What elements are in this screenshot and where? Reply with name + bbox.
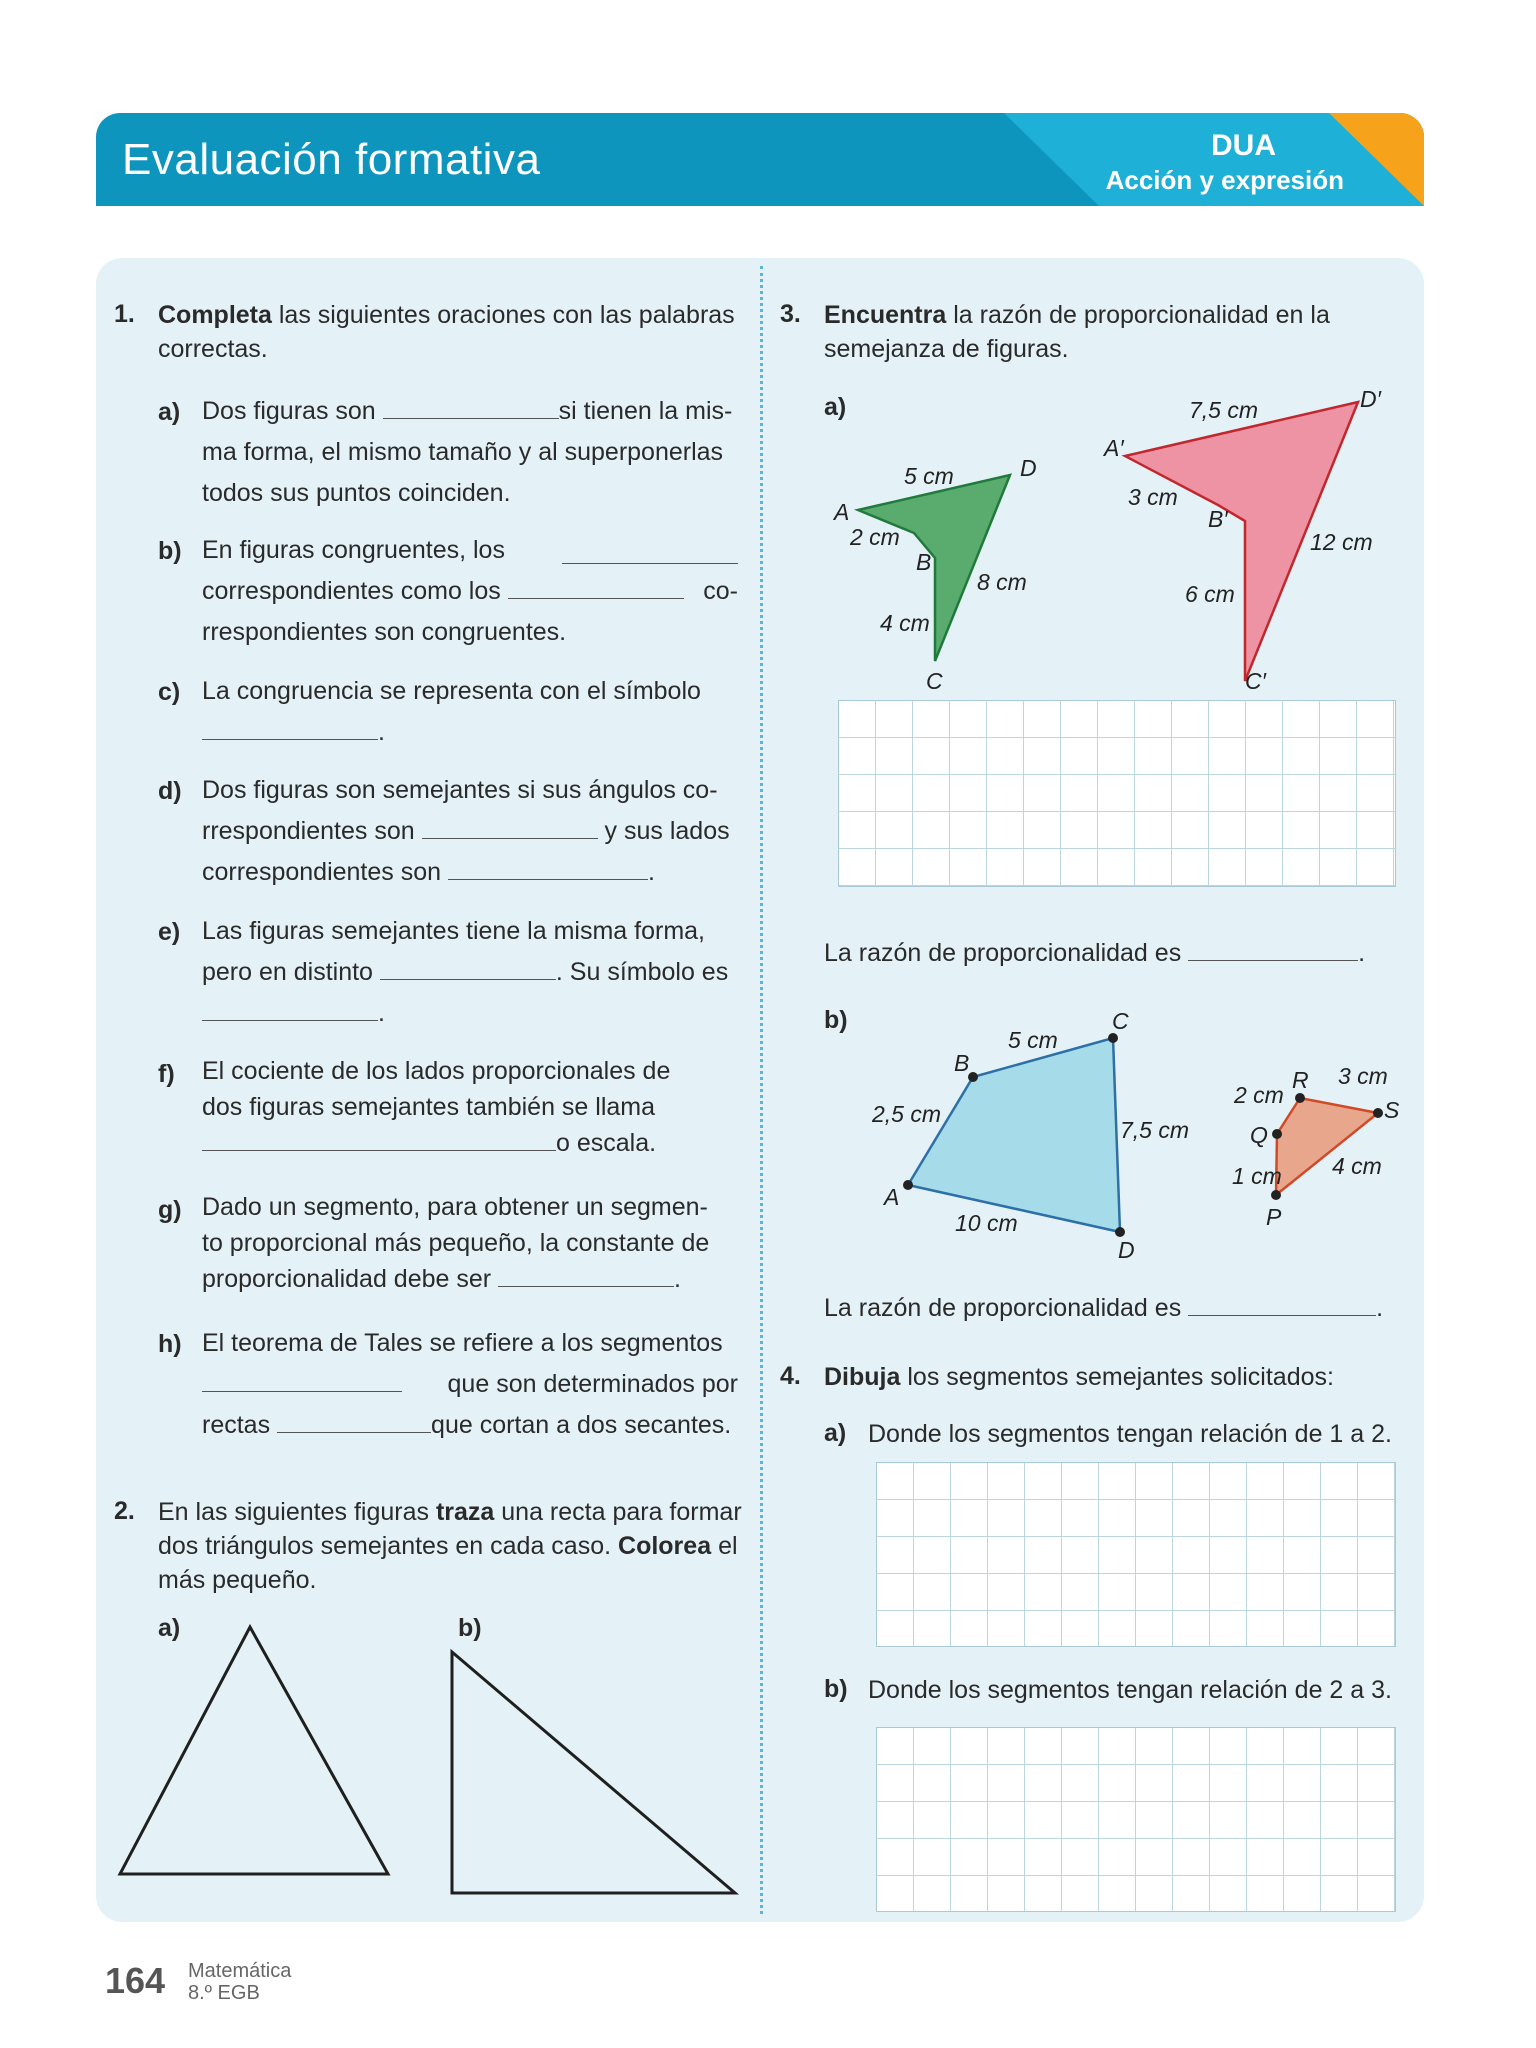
q3-number: 3. <box>780 300 801 328</box>
q4-statement: Dibuja los segmentos semejantes solicitados: <box>824 1363 1334 1391</box>
q3-statement: Encuentra la razón de proporcionalidad en la semejanza de figuras. <box>824 301 1330 363</box>
q1g-text: Dado un segmento, para obtener un segmen- to proporcional más pequeño, la constante de proporcionalidad debe ser . <box>202 1193 710 1293</box>
side-label: 12 cm <box>1310 529 1373 555</box>
vertex-label: R <box>1292 1067 1309 1093</box>
q1c-text: La congruencia se representa con el símbolo . <box>202 677 701 746</box>
q1a-label: a) <box>158 398 181 426</box>
answer-blank[interactable] <box>383 393 559 419</box>
vertex-label: D <box>1118 1237 1135 1263</box>
side-label: 3 cm <box>1338 1063 1388 1089</box>
q1-text: las siguientes oraciones con las palabras correctas. <box>158 301 735 363</box>
answer-blank[interactable] <box>277 1407 431 1433</box>
answer-blank[interactable] <box>1188 1290 1376 1316</box>
answer-blank[interactable] <box>508 573 684 599</box>
q2-triangle-a[interactable] <box>110 1615 400 1887</box>
q4-number: 4. <box>780 1362 801 1390</box>
q1e-text: Las figuras semejantes tiene la misma forma, pero en distinto . Su símbolo es . <box>202 917 729 1027</box>
side-label: 2 cm <box>850 524 900 550</box>
q3a-figures <box>820 380 1420 700</box>
side-label: 5 cm <box>1008 1027 1058 1053</box>
q2-number: 2. <box>114 1497 135 1525</box>
vertex-label: C <box>926 668 943 694</box>
dua-subtitle: Acción y expresión <box>1105 165 1344 195</box>
q1h-label: h) <box>158 1330 182 1358</box>
vertex-label: C <box>1112 1008 1129 1034</box>
vertex-label: B <box>954 1050 970 1076</box>
side-label: 6 cm <box>1185 581 1235 607</box>
q1f-text: El cociente de los lados proporcionales de dos figuras semejantes también se llama o escala. <box>202 1057 671 1157</box>
q1g-label: g) <box>158 1196 182 1224</box>
vertex-label: B′ <box>1208 506 1228 532</box>
q4b-text: Donde los segmentos tengan relación de 2 a 3. <box>868 1676 1392 1704</box>
q1c-label: c) <box>158 678 181 706</box>
answer-blank[interactable] <box>562 538 738 564</box>
q4a-text: Donde los segmentos tengan relación de 1 a 2. <box>868 1420 1392 1448</box>
q4a-label: a) <box>824 1419 847 1447</box>
answer-blank[interactable] <box>1188 935 1358 961</box>
q4b-label: b) <box>824 1675 848 1703</box>
answer-blank[interactable] <box>202 1366 402 1392</box>
q3b-label: b) <box>824 1006 848 1034</box>
small-quadrilateral <box>1276 1098 1378 1195</box>
vertex-label: B <box>916 549 932 575</box>
q2-triangle-b[interactable] <box>440 1640 740 1902</box>
q1d-label: d) <box>158 777 182 805</box>
side-label: 8 cm <box>977 569 1027 595</box>
answer-blank[interactable] <box>498 1261 674 1287</box>
vertex-label: D <box>1020 455 1037 481</box>
q1h-text: El teorema de Tales se refiere a los segmentos que son determinados por rectas que cortan a dos secantes. <box>202 1329 738 1439</box>
subject-name: Matemática <box>188 1960 292 1982</box>
q2b-label: b) <box>458 1614 482 1642</box>
vertex-label: Q <box>1250 1122 1268 1148</box>
q1-verb: Completa <box>158 301 272 329</box>
vertex-label: A <box>834 499 850 525</box>
q1-statement <box>158 298 738 366</box>
q1e-label: e) <box>158 918 181 946</box>
side-label: 7,5 cm <box>1189 397 1259 423</box>
q1f-label: f) <box>158 1060 175 1088</box>
side-label: 3 cm <box>1128 484 1178 510</box>
answer-grid-4b[interactable] <box>876 1727 1396 1912</box>
vertex-label: A <box>884 1184 900 1210</box>
side-label: 4 cm <box>1332 1153 1382 1179</box>
answer-blank[interactable] <box>448 854 648 880</box>
grade-level: 8.º EGB <box>188 1982 260 2004</box>
q2-statement: En las siguientes figuras traza una recta para formar dos triángulos semejantes en cada caso. Colorea el más pequeño. <box>158 1498 742 1594</box>
q1-number: 1. <box>114 300 135 328</box>
side-label: 5 cm <box>904 463 954 489</box>
q2a-label: a) <box>158 1614 181 1642</box>
q3a-label: a) <box>824 393 847 421</box>
answer-grid-4a[interactable] <box>876 1462 1396 1647</box>
page-number: 164 <box>105 1960 166 2001</box>
q1d-text: Dos figuras son semejantes si sus ángulos co- rrespondientes son y sus lados correspondientes son . <box>202 776 730 886</box>
section-header <box>96 113 1424 206</box>
vertex-label: D′ <box>1360 386 1381 412</box>
side-label: 2,5 cm <box>872 1101 942 1127</box>
footer-subject <box>188 1960 291 2004</box>
q1a-text: Dos figuras son si tienen la mis- ma forma, el mismo tamaño y al superponerlas todos sus puntos coinciden. <box>202 391 738 514</box>
side-label: 4 cm <box>880 610 930 636</box>
q1b-label: b) <box>158 537 182 565</box>
answer-blank[interactable] <box>202 1125 556 1151</box>
q3b-figures <box>860 1005 1420 1275</box>
dua-title: DUA <box>1211 129 1276 162</box>
column-divider <box>760 266 763 1914</box>
large-quadrilateral <box>908 1038 1120 1232</box>
vertex-label: A′ <box>1104 435 1124 461</box>
answer-blank[interactable] <box>202 995 378 1021</box>
section-title: Evaluación formativa <box>122 135 541 184</box>
q3a-answer-line: La razón de proporcionalidad es . <box>824 935 1365 970</box>
side-label: 2 cm <box>1234 1082 1284 1108</box>
side-label: 7,5 cm <box>1120 1117 1190 1143</box>
vertex-label: P <box>1266 1204 1282 1230</box>
answer-blank[interactable] <box>380 954 556 980</box>
answer-blank[interactable] <box>202 714 378 740</box>
vertex-label: C′ <box>1245 668 1266 694</box>
q1b-text: En figuras congruentes, los correspondientes como los co- rrespondientes son congruentes. <box>202 536 738 646</box>
q3b-answer-line: La razón de proporcionalidad es . <box>824 1290 1383 1325</box>
side-label: 10 cm <box>955 1210 1018 1236</box>
side-label: 1 cm <box>1232 1163 1282 1189</box>
answer-blank[interactable] <box>422 813 598 839</box>
answer-grid-3a[interactable] <box>838 700 1396 887</box>
vertex-label: S <box>1384 1097 1400 1123</box>
